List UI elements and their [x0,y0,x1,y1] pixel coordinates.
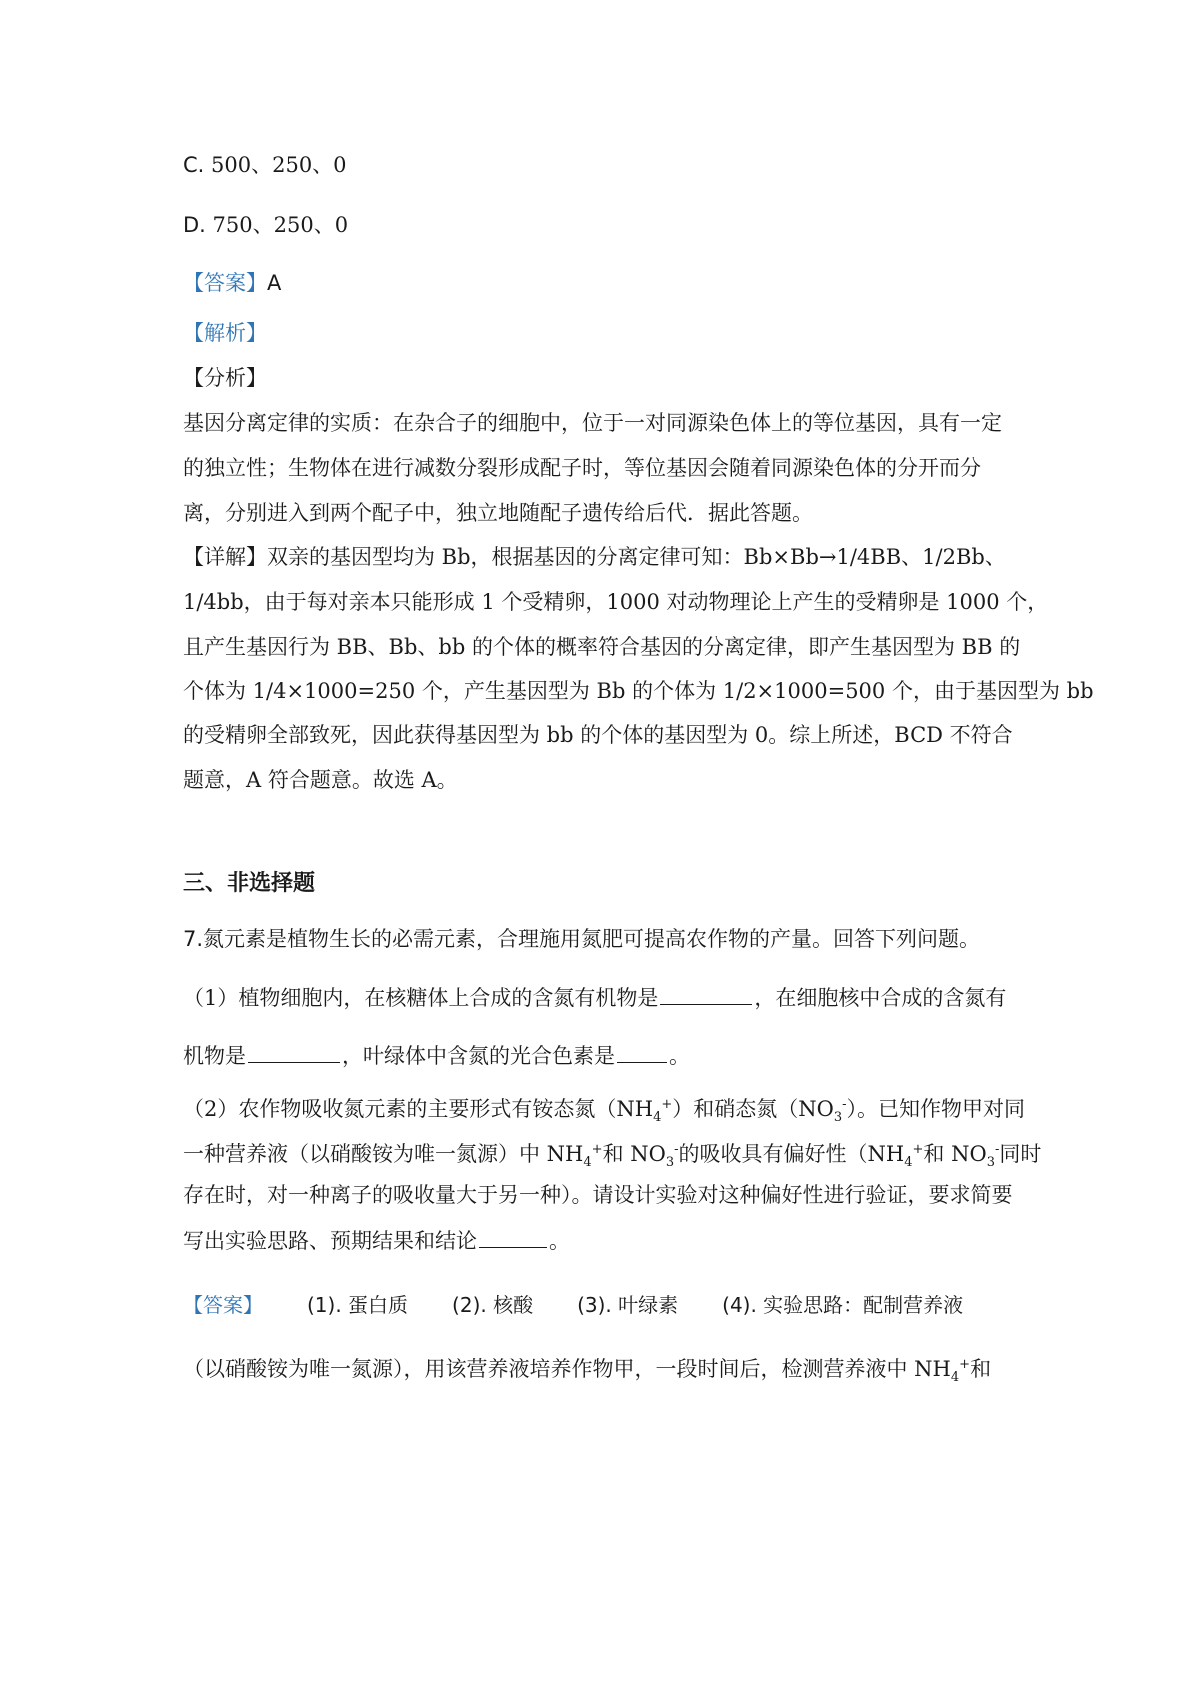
q7-part2-line3: 存在时，对一种离子的吸收量大于另一种）。请设计实验对这种偏好性进行验证，要求简要 [183,1183,1013,1207]
option-d [183,210,1023,240]
subscript: 4 [653,1110,662,1126]
superscript: - [994,1142,1000,1157]
analysis-tag: 【解析】 [183,321,267,345]
answer-blank-1 [660,982,752,1005]
answer-item-4: (4). 实验思路：配制营养液 [722,1293,964,1317]
detail-line-4: 个体为 1/4×1000=250 个，产生基因型为 Bb 的个体为 1/2×1000=500 个，由于基因型为 bb [183,679,1094,703]
answer-blank-4 [479,1225,547,1248]
q7-part1-line2 [183,1040,1023,1071]
superscript: + [661,1097,673,1112]
detail-line-5: 的受精卵全部致死，因此获得基因型为 bb 的个体的基因型为 0。综上所述，BCD 不符合 [183,723,1013,747]
q7-part1-text-d: ，叶绿体中含氮的光合色素是 [342,1044,615,1068]
superscript: + [912,1142,924,1157]
fenxi-line-1: 基因分离定律的实质：在杂合子的细胞中，位于一对同源染色体上的等位基因，具有一定 [183,411,1002,435]
detail-line-3: 且产生基因行为 BB、Bb、bb 的个体的概率符合基因的分离定律，即产生基因型为 BB 的 [183,635,1021,659]
q7-part2-line2 [183,1135,1042,1178]
q7-part2-text: 写出实验思路、预期结果和结论 [183,1229,477,1253]
answer-tag: 【答案】 [183,271,267,295]
q7-stem [183,924,1023,954]
subscript: 3 [986,1155,995,1171]
q7-part1-line1 [183,982,1023,1013]
q7-part2-text: 和 NO [602,1142,666,1166]
q7-part2-text: ）。已知作物甲对同 [846,1097,1026,1121]
q7-answer-text: （以硝酸铵为唯一氮源），用该营养液培养作物甲，一段时间后，检测营养液中 NH [183,1357,951,1381]
q7-part2-text: 。 [549,1229,570,1253]
q7-answer-text: 和 [970,1357,992,1381]
superscript: + [959,1357,971,1372]
q7-part2-text: 的吸收具有偏好性（NH [678,1142,905,1166]
q7-part1-text-b: ，在细胞核中合成的含氮有 [754,986,1007,1010]
q7-answer-line1 [183,1290,1023,1320]
answer-blank-3 [617,1040,667,1063]
answer-item-3: (3). 叶绿素 [577,1293,679,1317]
q7-part1-text-a: （1）植物细胞内，在核糖体上合成的含氮有机物是 [183,986,659,1010]
fenxi-line-3: 离，分别进入到两个配子中，独立地随配子遗传给后代．据此答题。 [183,501,813,525]
q7-number: 7. [183,927,204,951]
section-title: 三、非选择题 [183,870,316,896]
superscript: - [842,1097,847,1112]
q7-answer-line2 [183,1350,1023,1393]
subscript: 4 [950,1370,960,1386]
q7-part2-text: （2）农作物吸收氮元素的主要形式有铵态氮（NH [183,1097,654,1121]
option-d-text: 750、250、0 [205,213,349,237]
answer-item-2: (2). 核酸 [452,1293,534,1317]
subscript: 3 [665,1155,675,1171]
subscript: 4 [583,1155,592,1171]
q7-part2-text: 同时 [999,1142,1042,1166]
option-c-text: 500、250、0 [204,153,347,177]
q7-part1-text-c: 机物是 [183,1044,246,1068]
answer-item-1: (1). 蛋白质 [307,1293,409,1317]
subscript: 4 [904,1155,913,1171]
q7-part2-line1 [183,1090,1026,1133]
q7-answer-tag: 【答案】 [183,1293,263,1317]
q7-part1-text-e: 。 [669,1044,690,1068]
option-d-letter: D. [183,213,206,237]
detail-line-6: 题意，A 符合题意。故选 A。 [183,768,458,792]
subscript: 3 [833,1110,843,1126]
q7-part2-text: ）和硝态氮（NO [672,1097,834,1121]
q7-part2-text: 一种营养液（以硝酸铵为唯一氮源）中 NH [183,1142,584,1166]
q7-stem-text: 氮元素是植物生长的必需元素，合理施用氮肥可提高农作物的产量。回答下列问题。 [203,927,981,951]
detail-line-1: 【详解】双亲的基因型均为 Bb，根据基因的分离定律可知：Bb×Bb→1/4BB、1/2Bb、 [183,545,1006,569]
fenxi-tag: 【分析】 [183,366,267,390]
option-c-letter: C. [183,153,205,177]
superscript: - [674,1142,679,1157]
answer-value: A [267,271,282,295]
option-c [183,150,1023,180]
fenxi-line-2: 的独立性；生物体在进行减数分裂形成配子时，等位基因会随着同源染色体的分开而分 [183,456,981,480]
q6-answer [183,268,1023,298]
detail-line-2: 1/4bb，由于每对亲本只能形成 1 个受精卵，1000 对动物理论上产生的受精卵是 1000 个， [183,590,1049,614]
q7-part2-text: 和 NO [923,1142,987,1166]
superscript: + [591,1142,603,1157]
answer-blank-2 [248,1040,340,1063]
q7-part2-line4 [183,1225,1023,1256]
